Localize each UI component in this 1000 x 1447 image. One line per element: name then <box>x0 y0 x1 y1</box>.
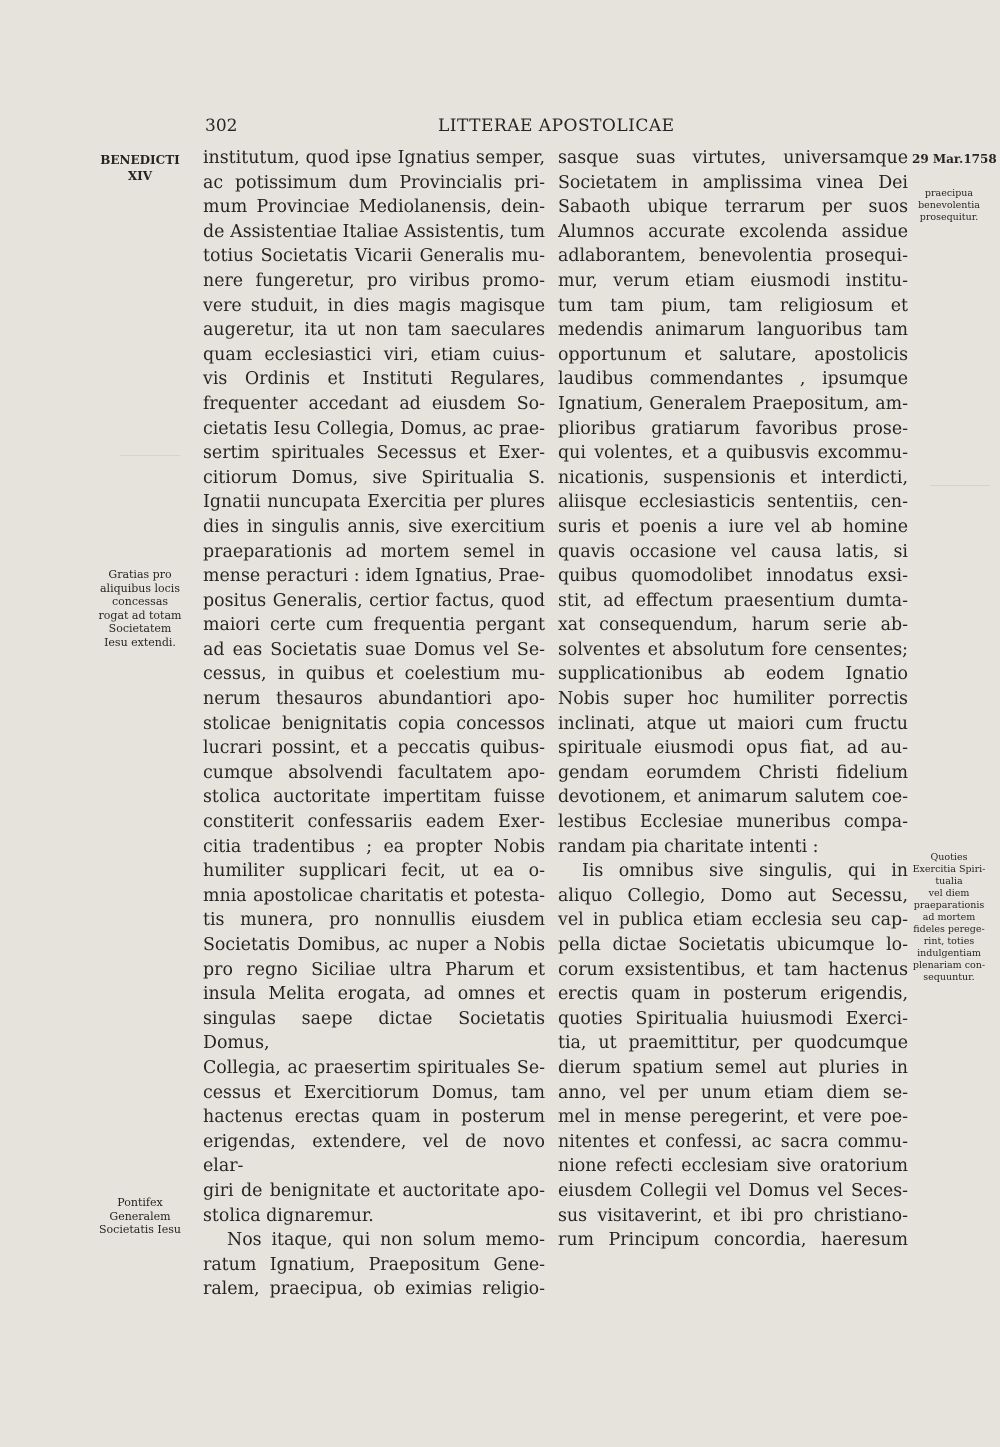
text-line: sasque suas virtutes, universamque <box>558 148 908 168</box>
text-line: constiterit confessariis eadem Exer- <box>203 812 545 833</box>
text-line: ac potissimum dum Provincialis pri- <box>203 172 545 193</box>
margin-note-line: aliquibus locis <box>100 581 180 595</box>
margin-note-line: praeparationis <box>913 900 985 911</box>
text-line: opportunum et salutare, apostolicis <box>558 344 908 365</box>
text-line: stolicae benignitatis copia concessos <box>203 713 545 734</box>
text-line: corum exsistentibus, et tam hactenus <box>558 959 908 980</box>
text-line: stit, ad effectum praesentium dumta- <box>558 590 908 611</box>
text-line: cumque absolvendi facultatem apo- <box>203 762 545 783</box>
text-line: devotionem, et animarum salutem coe- <box>558 787 908 808</box>
margin-note-line: vel diem <box>928 888 970 899</box>
margin-note-left <box>90 1196 190 1237</box>
text-line: nitentes et confessi, ac sacra commu- <box>558 1131 908 1152</box>
margin-note-line: indulgentiam <box>917 948 981 959</box>
text-line: nerum thesauros abundantiori apo- <box>203 689 545 710</box>
text-line: citiorum Domus, sive Spiritualia S. <box>203 467 545 488</box>
margin-note-right <box>906 852 992 984</box>
text-line: erigendas, extendere, vel de novo elar- <box>203 1131 545 1177</box>
text-line: supplicationibus ab eodem Ignatio <box>558 664 908 685</box>
text-line: inclinati, atque ut maiori cum fructu <box>558 713 908 734</box>
text-line: nione refecti ecclesiam sive oratorium <box>558 1156 908 1177</box>
show-through-mark <box>930 485 990 526</box>
margin-note-line: prosequitur. <box>919 212 979 223</box>
margin-note-line: benevolentia <box>918 200 980 211</box>
text-line: hactenus erectas quam in posterum <box>203 1107 545 1128</box>
text-line: tum tam pium, tam religiosum et <box>558 295 908 316</box>
text-line: quam ecclesiastici viri, etiam cuius- <box>203 344 545 365</box>
margin-author-line: BENEDICTI <box>100 153 180 167</box>
text-line: quibus quomodolibet innodatus exsi- <box>558 566 908 587</box>
text-line: giri de benignitate et auctoritate apo- <box>203 1180 545 1201</box>
margin-author-line: XIV <box>127 169 153 183</box>
text-line: stolica dignaremur. <box>203 1205 374 1226</box>
margin-note-line: rogat ad totam <box>98 608 182 622</box>
text-line: dierum spatium semel aut pluries in <box>558 1057 908 1078</box>
text-line: plioribus gratiarum favoribus prose- <box>558 418 908 439</box>
margin-note-line: Pontifex <box>117 1196 163 1209</box>
text-line: singulas saepe dictae Societatis Domus, <box>203 1008 545 1054</box>
text-line: ralem, praecipua, ob eximias religio- <box>203 1279 545 1300</box>
text-line: mnia apostolicae charitatis et potesta- <box>203 885 545 906</box>
margin-note-line: tualia <box>935 876 963 887</box>
text-line: vel in publica etiam ecclesia seu cap- <box>558 910 908 931</box>
text-line: vis Ordinis et Instituti Regulares, <box>203 369 545 390</box>
text-line: de Assistentiae Italiae Assistentis, tum <box>203 221 545 242</box>
text-line: stolica auctoritate impertitam fuisse <box>203 787 545 808</box>
show-through-mark <box>120 455 180 516</box>
text-line: dies in singulis annis, sive exercitium <box>203 516 545 537</box>
page-number: 302 <box>205 116 238 136</box>
text-line: cietatis Iesu Collegia, Domus, ac prae- <box>203 418 545 439</box>
margin-date: 29 Mar.1758 <box>912 152 997 166</box>
margin-author <box>90 152 190 184</box>
text-line: sertim spirituales Secessus et Exer- <box>203 443 545 464</box>
margin-note-left <box>90 568 190 649</box>
text-line: ratum Ignatium, Praepositum Gene- <box>203 1254 545 1275</box>
text-line: cessus et Exercitiorum Domus, tam <box>203 1082 545 1103</box>
text-line: sus visitaverint, et ibi pro christiano- <box>558 1205 908 1226</box>
text-line: tis munera, pro nonnullis eiusdem <box>203 910 545 931</box>
text-line: Iis omnibus sive singulis, qui in <box>582 861 908 882</box>
text-line: Alumnos accurate excolenda assidue <box>558 221 908 242</box>
text-line: positus Generalis, certior factus, quod <box>203 590 545 611</box>
margin-note-right <box>906 188 992 224</box>
text-line: anno, vel per unum etiam diem se- <box>558 1082 908 1103</box>
text-line: lucrari possint, et a peccatis quibus- <box>203 738 545 759</box>
text-column-right <box>558 146 908 1253</box>
text-line: vere studuit, in dies magis magisque <box>203 295 545 316</box>
text-line: spirituale eiusmodi opus fiat, ad au- <box>558 738 908 759</box>
text-line: nere fungeretur, pro viribus promo- <box>203 270 545 291</box>
text-line: Societatis Domibus, ac nuper a Nobis <box>203 935 545 955</box>
margin-note-line: rint, toties <box>923 936 975 947</box>
text-line: ad eas Societatis suae Domus vel Se- <box>203 639 545 660</box>
text-column-left <box>203 146 545 1302</box>
margin-note-line: Societatem <box>108 622 172 635</box>
text-line: cessus, in quibus et coelestium mu- <box>203 664 545 685</box>
text-line: solventes et absolutum fore censentes; <box>558 639 908 660</box>
text-line: totius Societatis Vicarii Generalis mu- <box>203 246 545 267</box>
text-line: medendis animarum languoribus tam <box>558 320 908 341</box>
text-line: frequenter accedant ad eiusdem So- <box>203 393 545 414</box>
text-line: rum Principum concordia, haeresum <box>558 1230 908 1251</box>
text-line: praeparationis ad mortem semel in <box>203 541 545 562</box>
text-line: mel in mense peregerint, et vere poe- <box>558 1107 908 1128</box>
text-line: aliquo Collegio, Domo aut Secessu, <box>558 885 908 906</box>
text-line: maiori certe cum frequentia pergant <box>203 615 545 636</box>
text-line: mum Provinciae Mediolanensis, dein- <box>203 197 545 218</box>
margin-note-line: Generalem <box>109 1209 171 1223</box>
text-line: Collegia, ac praesertim spirituales Se- <box>203 1057 545 1078</box>
text-line: randam pia charitate intenti : <box>558 836 819 857</box>
text-line: quavis occasione vel causa latis, si <box>558 541 908 562</box>
text-line: qui volentes, et a quibusvis excommu- <box>558 443 908 464</box>
text-line: gendam eorumdem Christi fidelium <box>558 762 908 783</box>
margin-note-line: Quoties <box>930 852 968 863</box>
text-line: tia, ut praemittitur, per quodcumque <box>558 1033 908 1054</box>
text-line: citia tradentibus ; ea propter Nobis <box>203 836 545 857</box>
margin-note-line: concessas <box>111 595 169 608</box>
text-line: augeretur, ita ut non tam saeculares <box>203 320 545 341</box>
text-line: Nobis super hoc humiliter porrectis <box>558 689 908 710</box>
text-line: humiliter supplicari fecit, ut ea o- <box>203 861 545 882</box>
text-line: eiusdem Collegii vel Domus vel Seces- <box>558 1180 908 1201</box>
margin-note-line: praecipua <box>924 188 974 199</box>
text-line: institutum, quod ipse Ignatius semper, <box>203 148 545 168</box>
margin-note-line: Gratias pro <box>108 568 172 581</box>
text-line: Nos itaque, qui non solum memo- <box>227 1230 545 1251</box>
text-line: erectis quam in posterum erigendis, <box>558 984 908 1005</box>
margin-note-line: Societatis Iesu <box>99 1223 181 1236</box>
running-title: LITTERAE APOSTOLICAE <box>438 116 675 136</box>
text-line: pella dictae Societatis ubicumque lo- <box>558 935 908 955</box>
text-line: xat consequendum, harum serie ab- <box>558 615 908 636</box>
text-line: laudibus commendantes , ipsumque <box>558 369 908 390</box>
text-line: pro regno Siciliae ultra Pharum et <box>203 959 545 980</box>
margin-note-line: sequuntur. <box>923 972 975 983</box>
text-line: lestibus Ecclesiae muneribus compa- <box>558 812 908 833</box>
text-line: mur, verum etiam eiusmodi institu- <box>558 270 908 291</box>
text-line: Societatem in amplissima vinea Dei <box>558 172 908 193</box>
text-line: insula Melita erogata, ad omnes et <box>203 984 545 1005</box>
text-line: adlaborantem, benevolentia prosequi- <box>558 246 908 267</box>
text-line: aliisque ecclesiasticis sententiis, cen- <box>558 492 908 513</box>
margin-note-line: plenariam con- <box>912 960 986 971</box>
text-line: Ignatium, Generalem Praepositum, am- <box>558 393 908 414</box>
margin-note-line: fideles perege- <box>913 924 985 935</box>
margin-note-line: Iesu extendi. <box>104 635 176 649</box>
margin-note-line: Exercitia Spiri- <box>912 864 986 875</box>
text-line: mense peracturi : idem Ignatius, Prae- <box>203 566 545 587</box>
text-line: suris et poenis a iure vel ab homine <box>558 516 908 537</box>
text-line: Sabaoth ubique terrarum per suos <box>558 197 908 218</box>
text-line: Ignatii nuncupata Exercitia per plures <box>203 492 545 513</box>
margin-note-line: ad mortem <box>922 912 976 923</box>
text-line: nicationis, suspensionis et interdicti, <box>558 467 908 488</box>
text-line: quoties Spiritualia huiusmodi Exerci- <box>558 1008 908 1029</box>
